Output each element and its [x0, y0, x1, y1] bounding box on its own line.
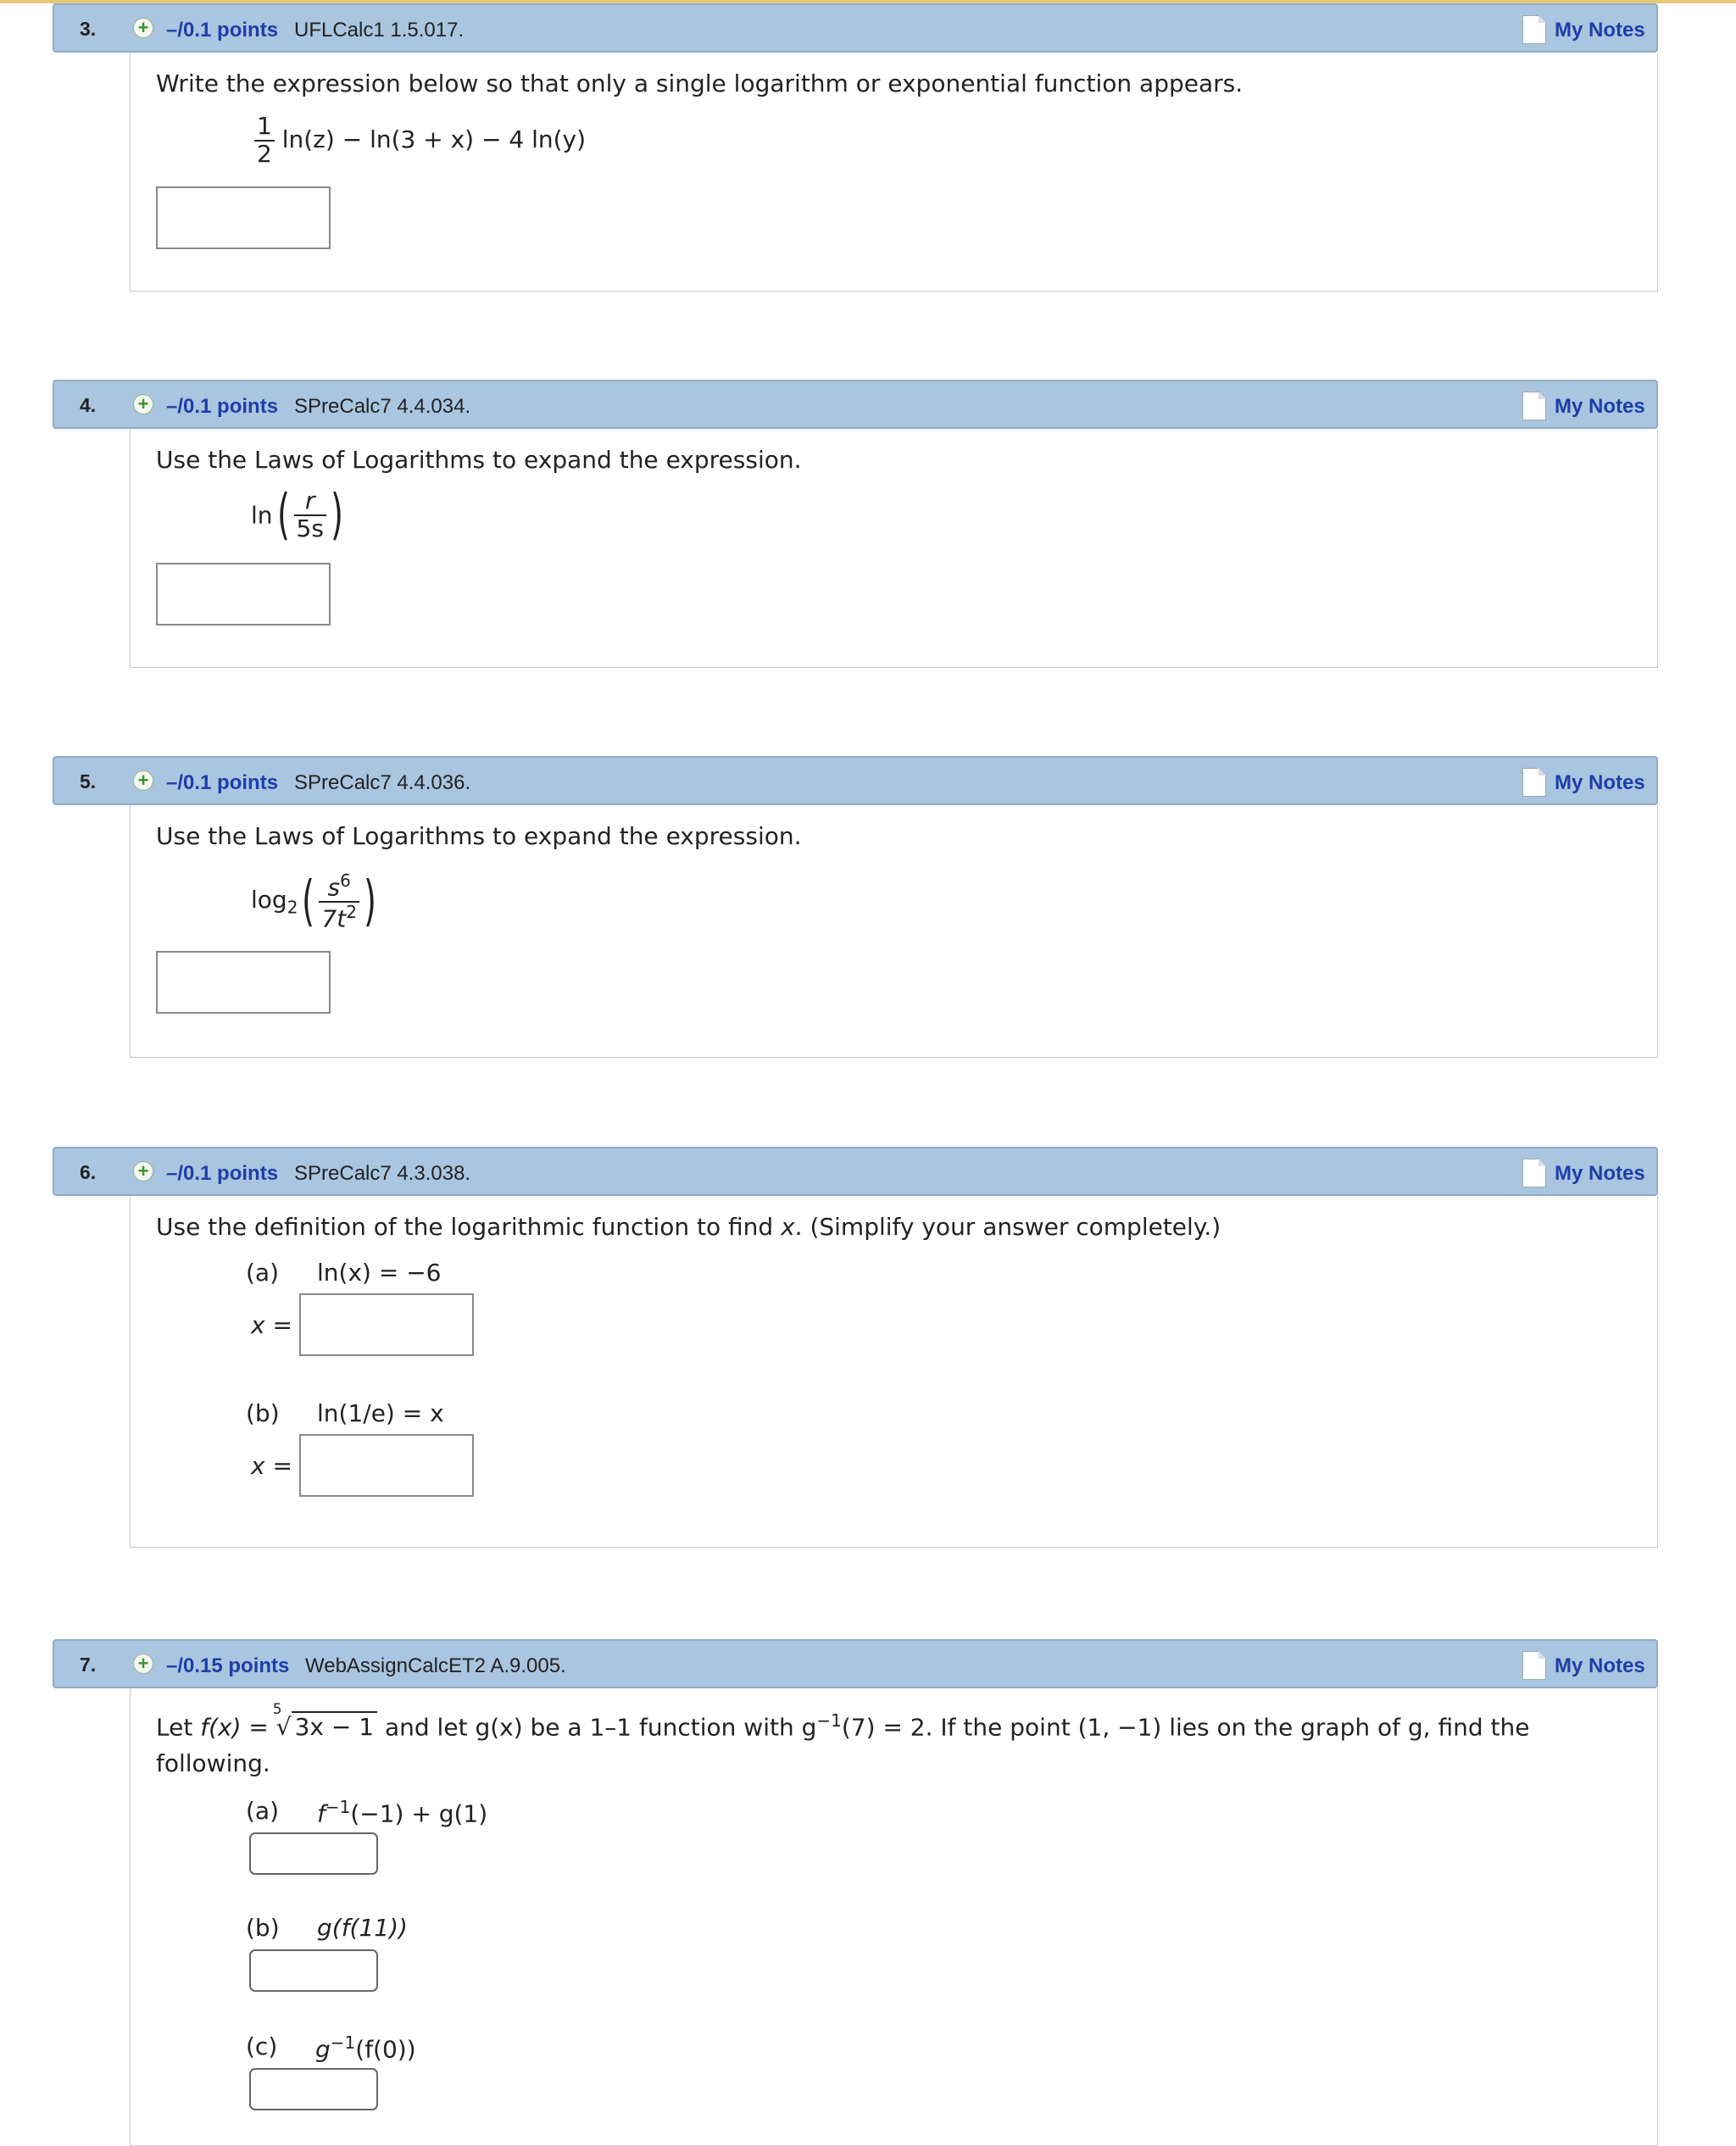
expr-post: (f(0))	[355, 2035, 416, 2064]
prompt-part: and let g(x) be a 1–1 function with g	[377, 1713, 817, 1742]
root-index: 5	[272, 1701, 282, 1719]
my-notes-button[interactable]	[1522, 1159, 1650, 1187]
fraction	[319, 871, 359, 932]
fraction-numerator: r	[294, 488, 326, 516]
points-label: –/0.1 points	[166, 771, 279, 794]
prompt-part: Use the definition of the logarithmic function to find	[156, 1213, 782, 1241]
expand-plus-icon[interactable]: +	[133, 1654, 153, 1674]
question-source: SPreCalc7 4.3.038.	[294, 1162, 471, 1185]
my-notes-label: My Notes	[1555, 1654, 1645, 1677]
math-expression	[254, 114, 586, 168]
question-number: 6.	[80, 1161, 97, 1183]
fraction-denominator: 5s	[296, 514, 324, 542]
question-prompt-line-1	[156, 1701, 1530, 1742]
log-function: ln	[251, 501, 273, 530]
part-b-label: (b)	[246, 1914, 280, 1942]
part-c-answer-input[interactable]	[249, 2068, 378, 2110]
expr-post: (−1) + g(1)	[350, 1799, 488, 1828]
math-expression	[251, 871, 381, 932]
part-a-expression	[317, 1797, 487, 1827]
part-a-answer-label: x =	[251, 1311, 292, 1339]
function-definition: f(x) =	[200, 1713, 276, 1742]
question-source: WebAssignCalcET2 A.9.005.	[305, 1654, 566, 1677]
fraction-numerator: 1	[254, 114, 275, 142]
math-expression	[251, 484, 348, 547]
question-number: 4.	[80, 394, 97, 416]
part-a-answer-input[interactable]	[249, 1832, 378, 1875]
prompt-part: . (Simplify your answer completely.)	[794, 1213, 1221, 1241]
fraction	[294, 488, 326, 542]
question-header	[53, 380, 1658, 429]
log-function	[251, 886, 298, 918]
numerator-base: s	[327, 873, 341, 902]
question-body	[130, 805, 1658, 1058]
part-b-expression: ln(1/e) = x	[317, 1399, 444, 1427]
part-b-answer-label: x =	[251, 1452, 292, 1480]
question-header	[53, 1147, 1658, 1196]
my-notes-button[interactable]	[1522, 768, 1650, 797]
answer-input[interactable]	[156, 186, 331, 249]
expr-pre: g	[315, 2035, 331, 2064]
question-source: SPreCalc7 4.4.034.	[294, 395, 471, 418]
fifth-root: 5 √ 3x − 1	[276, 1713, 377, 1741]
expr-sup: −1	[330, 2032, 356, 2053]
question-source: SPreCalc7 4.4.036.	[294, 771, 471, 794]
notes-icon	[1522, 15, 1546, 44]
notes-icon	[1522, 1651, 1546, 1680]
expression-tail: ln(z) − ln(3 + x) − 4 ln(y)	[281, 125, 587, 153]
prompt-part: Let	[156, 1713, 201, 1742]
part-a-expression: ln(x) = −6	[317, 1259, 442, 1287]
question-source: UFLCalc1 1.5.017.	[294, 19, 465, 42]
expr-sup: −1	[325, 1797, 351, 1817]
question-prompt-line-2: following.	[156, 1749, 270, 1777]
expr-pre: g(f(11))	[317, 1914, 408, 1942]
part-c-label: (c)	[246, 2032, 278, 2060]
answer-input[interactable]	[156, 563, 331, 625]
radicand: 3x − 1	[292, 1711, 377, 1741]
right-paren: )	[330, 484, 343, 547]
fraction-denominator: 2	[257, 139, 272, 168]
fraction-numerator	[319, 871, 359, 903]
question-body	[130, 1196, 1658, 1548]
expand-plus-icon[interactable]: +	[133, 394, 153, 414]
left-paren: (	[276, 484, 290, 547]
question-prompt	[156, 1213, 1221, 1241]
my-notes-button[interactable]	[1522, 1651, 1650, 1680]
part-a-answer-input[interactable]	[299, 1293, 474, 1356]
expand-plus-icon[interactable]: +	[133, 1161, 153, 1181]
my-notes-label: My Notes	[1555, 19, 1645, 42]
expand-plus-icon[interactable]: +	[133, 18, 153, 38]
part-b-expression	[317, 1914, 408, 1942]
right-paren: )	[363, 870, 376, 934]
fraction-denominator	[319, 903, 359, 932]
my-notes-label: My Notes	[1555, 395, 1645, 418]
denominator-base: 7t	[321, 904, 347, 933]
question-prompt: Use the Laws of Logarithms to expand the expression.	[156, 822, 802, 850]
points-label: –/0.1 points	[166, 395, 279, 418]
question-prompt: Write the expression below so that only a single logarithm or exponential function appears.	[156, 69, 1244, 97]
my-notes-label: My Notes	[1555, 1162, 1645, 1185]
prompt-variable: x	[781, 1213, 795, 1241]
notes-icon	[1522, 392, 1546, 420]
part-a-label: (a)	[246, 1259, 280, 1287]
log-name: log	[251, 886, 287, 915]
question-number: 3.	[80, 18, 97, 40]
question-number: 5.	[80, 770, 97, 792]
part-c-expression	[315, 2032, 416, 2063]
question-body	[130, 53, 1658, 292]
points-label: –/0.1 points	[166, 19, 279, 42]
question-body	[130, 429, 1658, 668]
part-b-answer-input[interactable]	[299, 1434, 474, 1497]
fraction	[254, 114, 275, 168]
question-prompt: Use the Laws of Logarithms to expand the expression.	[156, 446, 802, 474]
my-notes-button[interactable]	[1522, 392, 1650, 420]
part-b-label: (b)	[246, 1399, 280, 1427]
question-header	[53, 3, 1658, 53]
prompt-part: (7) = 2. If the point (1, −1) lies on the graph of g, find the	[841, 1713, 1530, 1742]
my-notes-button[interactable]	[1522, 15, 1650, 44]
expr-pre: f	[317, 1799, 326, 1828]
log-base: 2	[287, 897, 298, 918]
my-notes-label: My Notes	[1555, 771, 1645, 794]
part-b-answer-input[interactable]	[249, 1949, 378, 1992]
question-header	[53, 756, 1658, 805]
left-paren: (	[302, 870, 315, 934]
part-a-label: (a)	[246, 1797, 280, 1825]
denominator-exponent: 2	[346, 902, 357, 923]
notes-icon	[1522, 768, 1546, 797]
numerator-exponent: 6	[340, 870, 351, 891]
points-label: –/0.1 points	[166, 1162, 279, 1185]
points-label: –/0.15 points	[166, 1654, 290, 1677]
question-body	[130, 1688, 1658, 2146]
expand-plus-icon[interactable]: +	[133, 770, 153, 791]
question-header	[53, 1639, 1658, 1688]
notes-icon	[1522, 1159, 1546, 1187]
answer-input[interactable]	[156, 951, 331, 1014]
inverse-superscript: −1	[816, 1710, 842, 1731]
question-number: 7.	[80, 1654, 97, 1676]
